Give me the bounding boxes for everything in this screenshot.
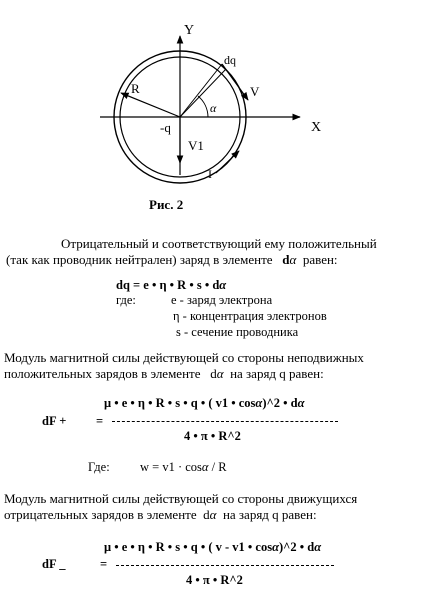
dF-plus-denominator: 4 • π • R^2 [184,429,241,443]
v1-label: V1 [188,138,204,153]
dq-line-2 [180,69,226,117]
dq-formula [116,278,226,293]
angle-arc [198,96,208,117]
para1-line2 [6,252,338,268]
conductor-diagram [0,0,439,200]
para2-line1: Модуль магнитной силы действующей со стороны неподвижных [4,350,364,365]
s-definition: s - сечение проводника [176,325,299,339]
para1-line2-symbol: d [282,252,290,267]
para2-line2-symbol: d [210,366,217,381]
para3-line1: Модуль магнитной силы действующей со стороны движущихся [4,491,358,506]
radius-arrow [121,93,180,117]
where2-expression-end: / R [211,460,227,474]
dq-label: dq [224,53,236,67]
alpha-glyph: α [219,278,227,292]
para2-line2-end: на заряд q равен: [230,366,324,381]
dF-plus-fraction-bar [112,421,338,422]
eta-glyph: η [173,309,180,323]
dF-plus-numerator [104,396,305,411]
where-label: где: [116,293,136,307]
alpha-glyph: α [201,460,209,474]
dF-minus-fraction-bar [116,565,334,566]
alpha-glyph: α [209,507,217,522]
dF-minus-numerator-end: )^2 • d [279,540,315,554]
dF-plus-lhs: dF + [42,414,67,428]
para1-line1: Отрицательный и соответствующий ему положительный [61,236,377,251]
para1-line2-end: равен: [302,252,338,267]
para3-line2-text: отрицательных зарядов в элементе [4,507,197,522]
alpha-glyph: α [216,366,224,381]
eta-definition-text: - концентрация электронов [182,309,327,323]
alpha-glyph: α [314,540,322,554]
dF-plus-numerator-text: μ • e • η • R • s • q • ( v1 • cos [104,396,256,410]
dF-minus-numerator [104,540,321,555]
e-definition: е - заряд электрона [171,293,273,307]
para2-line2 [4,366,324,382]
neg-q-label: -q [160,120,171,135]
current-label: I [208,167,212,181]
para1-line2-text: (так как проводник нейтрален) заряд в элементе [6,252,273,267]
where2-label: Где: [88,460,110,474]
alpha-glyph: α [272,540,279,554]
r-label: R [131,81,140,96]
dF-minus-lhs: dF _ [42,557,66,571]
dF-minus-denominator: 4 • π • R^2 [186,573,243,587]
x-axis-label: X [311,120,322,135]
where2-expression [140,460,227,475]
v-label: V [250,84,260,99]
eta-definition [173,309,327,324]
para2-line2-text: положительных зарядов в элементе [4,366,201,381]
dF-plus-numerator-end: )^2 • d [262,396,298,410]
alpha-glyph: α [289,252,297,267]
figure-caption: Рис. 2 [149,197,184,212]
para3-line2-symbol: d [203,507,210,522]
dF-minus-equals: = [100,557,108,571]
y-axis-label: Y [184,23,195,38]
angle-label: α [210,101,217,115]
alpha-glyph: α [255,396,263,410]
alpha-glyph: α [297,396,305,410]
dq-formula-text: dq = e • η • R • s • d [116,278,220,292]
dF-minus-numerator-text: μ • e • η • R • s • q • ( v - v1 • cos [104,540,273,554]
para3-line2-end: на заряд q равен: [222,507,317,522]
dF-plus-equals: = [96,414,104,428]
where2-expression-text: w = v1 · cos [140,460,202,474]
v-arrow [222,64,248,100]
para3-line2 [4,507,317,523]
